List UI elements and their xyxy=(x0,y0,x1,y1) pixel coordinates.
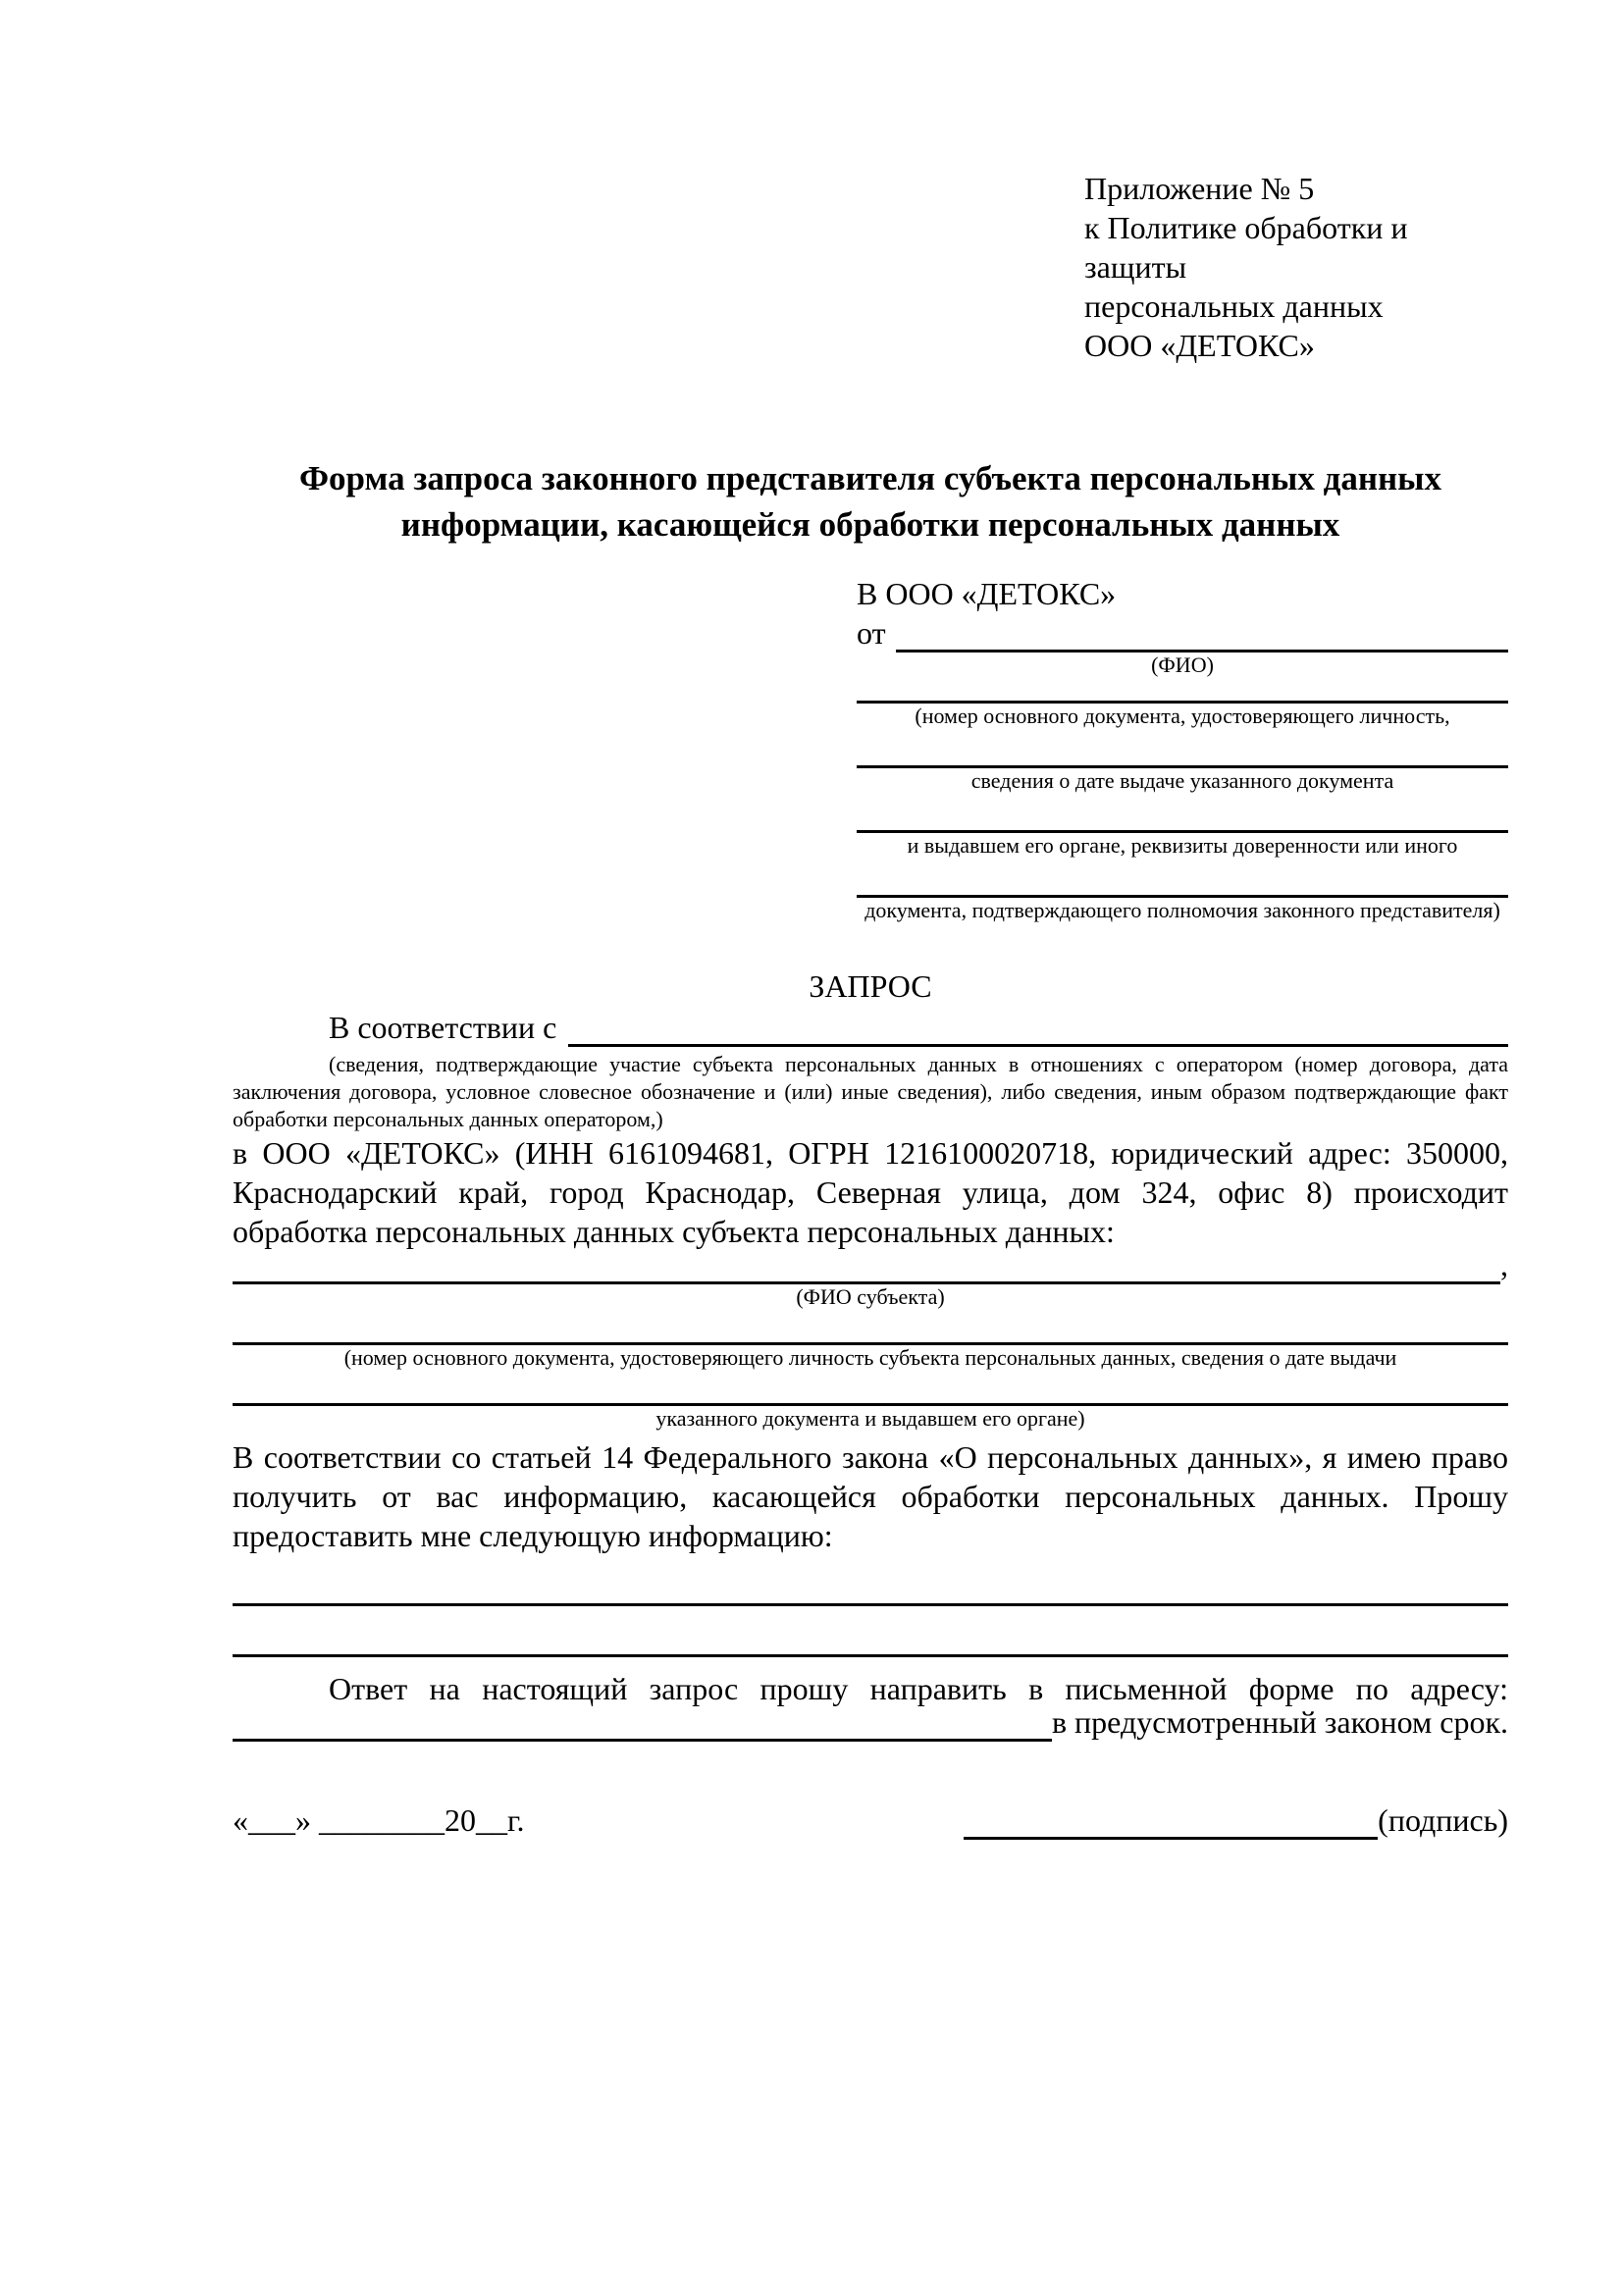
applicant-doc-blank-line-4 xyxy=(857,876,1508,898)
signature-blank-line xyxy=(964,1810,1378,1840)
from-row xyxy=(857,613,1508,652)
intro-note: (сведения, подтверждающие участие субъекта персональных данных в отношениях с оператором (номер договора, дата заключения договора, условное словесное обозначение и (или) иные сведения), либо сведения, иным образом подтверждающие факт обработки персональных данных оператором,) xyxy=(233,1052,1508,1131)
subject-fio-line-comma: , xyxy=(1500,1247,1508,1282)
intro-blank-line xyxy=(568,1018,1508,1047)
signature-group xyxy=(964,1800,1508,1840)
form-title xyxy=(233,455,1508,548)
addressee-to: В ООО «ДЕТОКС» xyxy=(857,576,1117,611)
appendix-line-4: ООО «ДЕТОКС» xyxy=(1084,328,1315,363)
reply-suffix: в предусмотренный законом срок. xyxy=(1051,1704,1508,1740)
appendix-line-2: к Политике обработки и защиты xyxy=(1084,210,1408,285)
intro-prefix: В соответствии с xyxy=(329,1010,557,1045)
fio-caption: (ФИО) xyxy=(1151,652,1214,677)
intro-row xyxy=(233,1012,1508,1047)
subject-doc-blank-line-2 xyxy=(233,1384,1508,1406)
subject-doc-caption-2: указанного документа и выдавшем его органе) xyxy=(655,1406,1085,1431)
applicant-doc-blank-line-3 xyxy=(857,811,1508,833)
appendix-line-3: персональных данных xyxy=(1084,288,1384,324)
reply-address-blank-line xyxy=(233,1714,1052,1742)
subject-doc-caption-1: (номер основного документа, удостоверяющего личность субъекта персональных данных, сведения о дате выдачи xyxy=(343,1345,1397,1370)
applicant-doc-group-2 xyxy=(857,747,1508,794)
appendix-header xyxy=(1084,169,1508,365)
law-paragraph: В соответствии со статьей 14 Федерального закона «О персональных данных», я имею право получить от вас информацию, касающейся обработки персональных данных. Прошу предоставить мне следующую информацию: xyxy=(233,1439,1508,1553)
appendix-line-1: Приложение № 5 xyxy=(1084,171,1315,206)
request-heading: ЗАПРОС xyxy=(809,968,932,1004)
applicant-doc-blank-line-2 xyxy=(857,747,1508,768)
subject-doc-blank-line-1 xyxy=(233,1324,1508,1345)
footer-row xyxy=(233,1800,1508,1840)
applicant-fio-blank-line xyxy=(896,619,1508,652)
form-title-line-2: информации, касающейся обработки персональных данных xyxy=(400,505,1340,544)
reply-request-paragraph: Ответ на настоящий запрос прошу направить в письменной форме по адресу: xyxy=(329,1671,1508,1706)
addressee-block xyxy=(857,574,1508,923)
reply-address-row xyxy=(233,1704,1508,1742)
info-blank-line-1 xyxy=(233,1585,1508,1606)
applicant-doc-group-4 xyxy=(857,876,1508,923)
signature-caption: (подпись) xyxy=(1378,1802,1508,1838)
subject-fio-row xyxy=(233,1247,1508,1284)
applicant-doc-caption-1: (номер основного документа, удостоверяющего личность, xyxy=(915,704,1450,728)
applicant-doc-blank-line-1 xyxy=(857,682,1508,704)
subject-fio-caption: (ФИО субъекта) xyxy=(796,1284,945,1309)
info-blank-line-2 xyxy=(233,1636,1508,1657)
applicant-doc-caption-3: и выдавшем его органе, реквизиты доверенности или иного xyxy=(907,833,1458,858)
from-label: от xyxy=(857,615,886,651)
date-blank: «___» ________20__г. xyxy=(233,1802,525,1838)
applicant-doc-caption-2: сведения о дате выдаче указанного документа xyxy=(970,768,1394,793)
applicant-doc-caption-4: документа, подтверждающего полномочия законного представителя) xyxy=(864,898,1500,922)
applicant-doc-group-1 xyxy=(857,682,1508,729)
applicant-doc-group-3 xyxy=(857,811,1508,859)
operator-paragraph: в ООО «ДЕТОКС» (ИНН 6161094681, ОГРН 1216100020718, юридический адрес: 350000, Краснодарский край, город Краснодар, Северная улица, дом 324, офис 8) происходит обработка персональных данных субъекта персональных данных: xyxy=(233,1135,1508,1249)
form-title-line-1: Форма запроса законного представителя субъекта персональных данных xyxy=(299,459,1441,497)
